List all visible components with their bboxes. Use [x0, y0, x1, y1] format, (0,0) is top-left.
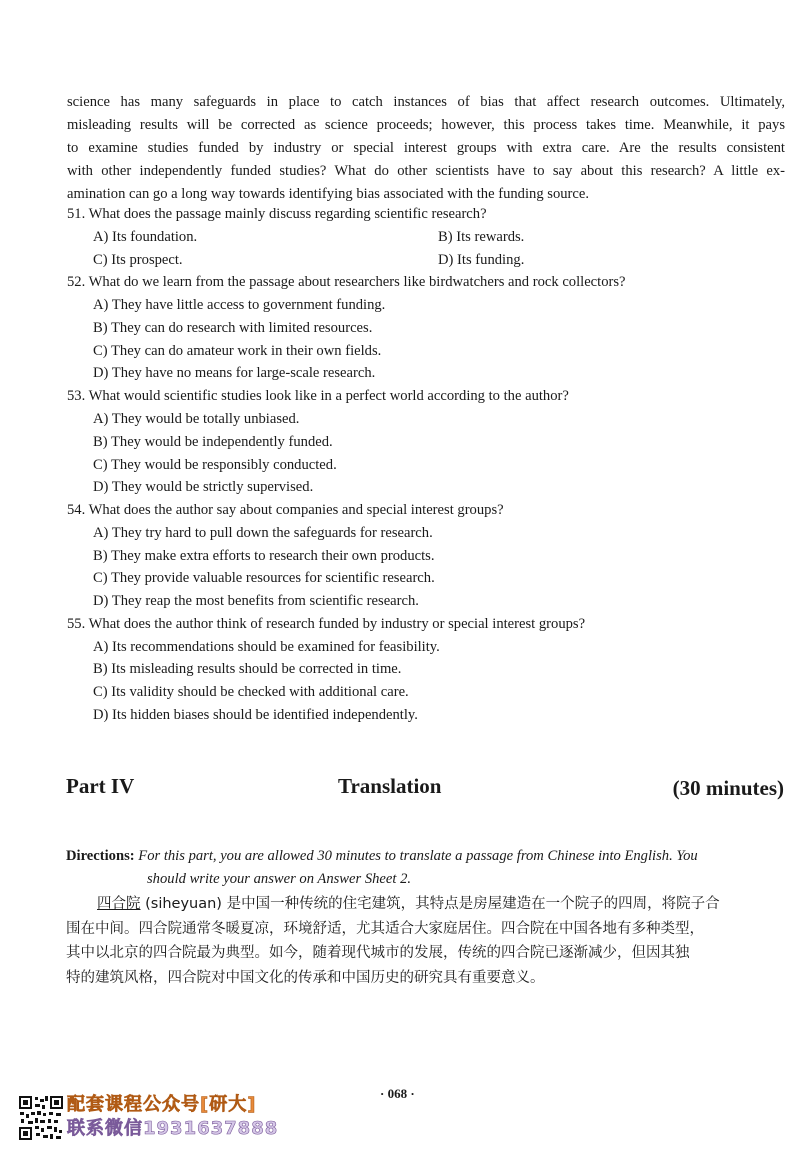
option-a: A) Its recommendations should be examined for feasibility. — [93, 638, 440, 655]
part-header — [66, 770, 784, 806]
question-stem: 51. What does the passage mainly discuss regarding scientific research? — [67, 206, 487, 222]
option-a: A) They would be totally unbiased. — [93, 411, 300, 428]
option-c: C) They would be responsibly conducted. — [93, 456, 337, 473]
passage-line: with other independently funded studies? What do other scientists have to say about this research? A little ex- — [67, 163, 785, 179]
chinese-term: 四合院 — [97, 896, 141, 912]
question-stem: 54. What does the author say about companies and special interest groups? — [67, 501, 504, 518]
question-54 — [67, 499, 785, 613]
option-c: C) They can do amateur work in their own fields. — [93, 342, 382, 359]
option-d: D) Its funding. — [438, 251, 525, 268]
option-c: C) Its validity should be checked with additional care. — [93, 684, 409, 700]
option-b: B) They can do research with limited resources. — [93, 320, 373, 337]
question-53 — [67, 385, 785, 499]
chinese-line — [66, 892, 784, 917]
page-number: · 068 · — [380, 1086, 415, 1101]
passage-line: amination can go a long way towards identifying bias associated with the funding source. — [67, 186, 590, 202]
qr-code-icon — [18, 1095, 64, 1141]
directions-text-cont: should write your answer on Answer Sheet 2. — [147, 871, 412, 887]
option-b: B) Its misleading results should be corrected in time. — [93, 661, 402, 678]
question-51 — [67, 203, 785, 271]
option-a: A) Its foundation. — [93, 229, 198, 245]
option-d: D) They have no means for large-scale research. — [93, 365, 376, 382]
option-b: B) Its rewards. — [438, 229, 525, 245]
question-52 — [67, 271, 785, 385]
question-list — [67, 203, 785, 726]
question-stem: 53. What would scientific studies look like in a perfect world according to the author? — [67, 388, 569, 405]
part-number: Part IV — [66, 774, 135, 798]
part-time-limit: (30 minutes) — [672, 776, 784, 800]
option-d: D) They reap the most benefits from scientific research. — [93, 592, 419, 609]
passage-line: misleading results will be corrected as science proceeds; however, this process takes time. Meanwhile, it pays — [67, 117, 785, 133]
option-c: C) They provide valuable resources for scientific research. — [93, 570, 435, 587]
part-title: Translation — [338, 774, 442, 798]
option-b: B) They would be independently funded. — [93, 433, 333, 450]
passage-line: science has many safeguards in place to catch instances of bias that affect research outcomes. Ultimately, — [67, 94, 785, 110]
promo-line-2: 联系微信1931637888 — [67, 1118, 279, 1139]
reading-passage — [67, 91, 785, 206]
option-b: B) They make extra efforts to research their own products. — [93, 547, 435, 564]
question-stem: 55. What does the author think of research funded by industry or special interest groups? — [67, 615, 586, 632]
chinese-passage — [66, 892, 784, 990]
option-c: C) Its prospect. — [93, 251, 183, 268]
chinese-line: 其中以北京的四合院最为典型。如今，随着现代城市的发展，传统的四合院已逐渐减少，但因其独 — [66, 945, 690, 961]
option-d: D) They would be strictly supervised. — [93, 479, 314, 496]
option-grid — [67, 226, 785, 271]
directions-text: For this part, you are allowed 30 minutes to translate a passage from Chinese into English. You — [138, 848, 698, 864]
option-a: A) They try hard to pull down the safeguards for research. — [93, 524, 433, 541]
chinese-line-text: (siheyuan) 是中国一种传统的住宅建筑，其特点是房屋建造在一个院子的四周，将院子合 — [140, 896, 720, 912]
option-a: A) They have little access to government funding. — [93, 297, 386, 314]
chinese-line: 围在中间。四合院通常冬暖夏凉，环境舒适，尤其适合大家庭居住。四合院在中国各地有多种类型， — [66, 920, 704, 937]
promo-line-1: 配套课程公众号[研大] — [67, 1094, 257, 1115]
option-d: D) Its hidden biases should be identified independently. — [93, 706, 418, 723]
directions-label: Directions: — [66, 848, 135, 864]
question-55 — [67, 613, 785, 727]
directions — [66, 845, 784, 891]
passage-line: to examine studies funded by industry or special interest groups with extra care. Are the results consistent — [67, 140, 785, 156]
promo-banner — [67, 1093, 278, 1141]
question-stem: 52. What do we learn from the passage about researchers like birdwatchers and rock collectors? — [67, 274, 626, 291]
chinese-line: 特的建筑风格，四合院对中国文化的传承和中国历史的研究具有重要意义。 — [66, 969, 545, 986]
